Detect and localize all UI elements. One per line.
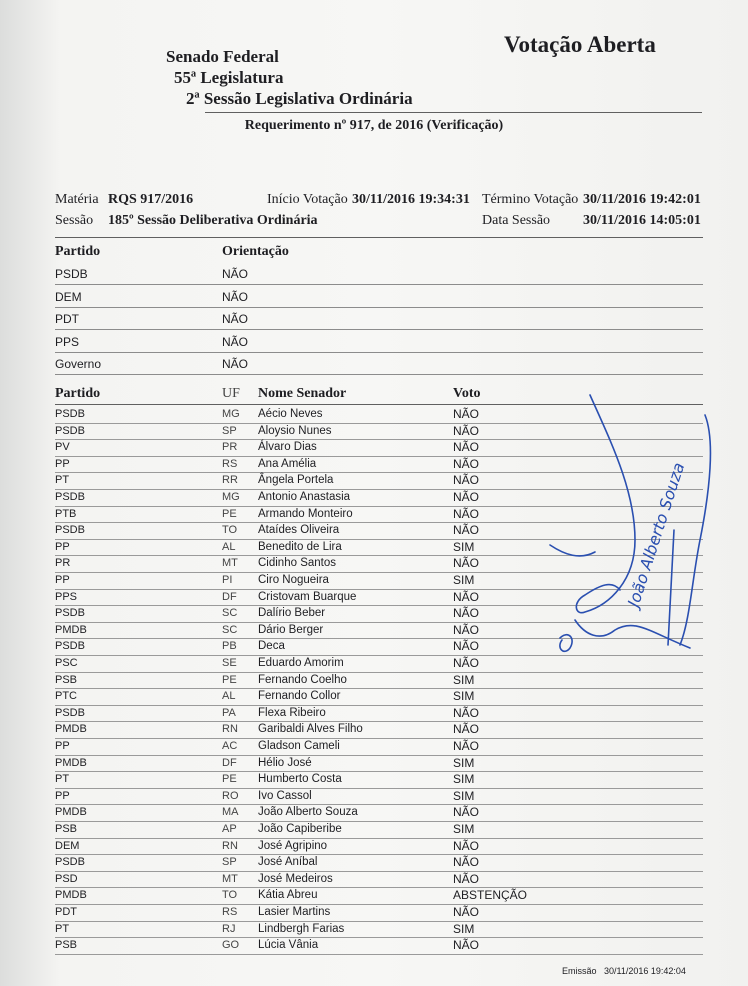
orientacao-valor: NÃO [222,312,249,327]
table-row [55,788,703,806]
data-sessao-label: Data Sessão [482,213,551,228]
voto-uf: AL [222,540,236,553]
voto-partido: PSDB [55,607,85,620]
voto-partido: PTB [55,507,77,520]
voto-valor: NÃO [453,440,480,455]
voto-valor: SIM [453,822,475,836]
emissao-label: Emissão [562,966,597,976]
orientacao-row [55,352,703,375]
table-row [55,887,703,905]
table-row [55,871,703,889]
voto-partido: PSDB [55,424,85,437]
voto-nome-senador: Ataídes Oliveira [258,524,340,537]
voto-uf: DF [222,590,237,603]
voto-valor: SIM [453,539,475,554]
voto-nome-senador: Eduardo Amorim [258,657,344,669]
voto-partido: PP [55,789,70,802]
voto-valor: SIM [453,573,475,587]
voto-valor: SIM [453,689,475,704]
voto-uf: RO [222,789,239,802]
voto-valor: SIM [453,772,475,787]
orientacao-col-partido: Partido [55,244,101,259]
voto-uf: SP [222,856,237,869]
voto-partido: PSDB [55,856,85,869]
voto-valor: NÃO [453,606,480,621]
votos-col-uf: UF [222,386,240,401]
header-legislatura: 55ª Legislatura [174,68,284,87]
voto-partido: PSC [55,657,78,669]
voto-uf: TO [222,524,238,537]
voto-partido: PT [55,922,70,935]
orientacao-valor: NÃO [222,267,249,281]
voto-partido: PDT [55,906,77,918]
voto-partido: PSDB [55,408,85,420]
voto-nome-senador: José Medeiros [258,872,333,885]
voto-valor: NÃO [453,423,480,438]
termino-value: 30/11/2016 19:42:01 [583,192,701,207]
voto-uf: MG [222,408,240,420]
voto-uf: AP [222,823,237,835]
voto-nome-senador: Armando Monteiro [258,507,353,520]
voto-valor: SIM [453,788,475,803]
table-row [55,705,703,723]
sessao-value: 185º Sessão Deliberativa Ordinária [108,213,318,228]
table-row [55,771,703,789]
voto-nome-senador: Deca [258,640,285,653]
orientacao-row [55,285,703,308]
voto-valor: NÃO [453,506,480,521]
voto-valor: NÃO [453,739,480,753]
voto-uf: MT [222,872,238,885]
handwritten-signature [540,380,730,670]
orientacao-partido: PSDB [55,267,88,281]
voto-nome-senador: Lindbergh Farias [258,922,345,935]
voto-nome-senador: Álvaro Dias [258,441,317,454]
inicio-value: 30/11/2016 19:34:31 [352,192,470,207]
voto-nome-senador: João Alberto Souza [258,806,358,819]
voto-uf: PR [222,441,238,454]
voto-uf: MG [222,491,240,503]
voto-valor: NÃO [453,622,480,637]
voto-uf: AL [222,690,236,703]
votos-col-partido: Partido [55,386,101,401]
voto-partido: PPS [55,590,78,603]
voto-nome-senador: José Agripino [258,839,328,852]
voto-nome-senador: Kátia Abreu [258,889,318,902]
voto-nome-senador: Humberto Costa [258,773,342,786]
voto-uf: PA [222,706,236,719]
voto-valor: NÃO [453,523,480,538]
votacao-badge: Votação Aberta [504,32,656,57]
table-row [55,854,703,872]
voto-valor: NÃO [453,473,480,488]
table-row [55,904,703,922]
voto-nome-senador: Benedito de Lira [258,540,342,553]
voto-uf: SC [222,607,238,620]
voto-partido: PMDB [55,723,87,736]
voto-partido: PMDB [55,756,87,769]
voto-uf: RN [222,723,238,736]
voto-partido: PMDB [55,623,87,636]
orientacao-partido: DEM [55,289,82,304]
table-row [55,804,703,822]
voto-nome-senador: Dário Berger [258,623,324,636]
voto-valor: ABSTENÇÃO [453,888,528,903]
voto-valor: NÃO [453,639,480,654]
voto-nome-senador: José Aníbal [258,856,318,869]
voto-nome-senador: João Capiberibe [258,823,342,835]
voto-valor: NÃO [453,905,480,919]
orientacao-partido: Governo [55,357,102,372]
voto-nome-senador: Ciro Nogueira [258,574,329,586]
voto-partido: PSB [55,823,78,835]
voto-nome-senador: Hélio José [258,756,312,769]
voto-valor: NÃO [453,805,480,820]
table-row [55,937,703,955]
voto-partido: PSDB [55,491,85,503]
voto-partido: PSDB [55,706,85,719]
voto-partido: PSB [55,673,78,686]
sessao-label: Sessão [55,213,94,228]
orientacao-col-orientacao: Orientação [222,244,289,259]
voto-valor: NÃO [453,705,480,720]
orientacao-valor: NÃO [222,357,249,372]
voto-valor: NÃO [453,656,480,670]
voto-uf: SE [222,657,237,669]
voto-uf: PE [222,507,237,520]
voto-valor: NÃO [453,490,480,504]
voto-nome-senador: Flexa Ribeiro [258,706,326,719]
voto-uf: MA [222,806,239,819]
orientacao-valor: NÃO [222,334,249,349]
voto-nome-senador: Cristovam Buarque [258,590,357,603]
voto-partido: PSB [55,939,78,952]
voto-partido: DEM [55,839,80,852]
voto-nome-senador: Ana Amélia [258,457,317,470]
voto-uf: PE [222,773,237,786]
table-row [55,721,703,739]
voto-uf: MT [222,557,238,570]
voto-valor: NÃO [453,407,480,421]
voto-nome-senador: Gladson Cameli [258,740,340,752]
voto-partido: PV [55,441,70,454]
voto-nome-senador: Garibaldi Alves Filho [258,723,363,736]
voto-nome-senador: Aécio Neves [258,408,323,420]
data-sessao-value: 30/11/2016 14:05:01 [583,213,701,228]
voto-partido: PSD [55,872,78,885]
voto-uf: RS [222,906,238,918]
voto-partido: PT [55,773,70,786]
voto-valor: NÃO [453,855,480,870]
orientacao-row [55,262,703,285]
table-row [55,688,703,706]
votos-col-voto: Voto [453,386,481,401]
voto-partido: PTC [55,690,77,703]
orientacao-partido: PDT [55,312,79,327]
voto-nome-senador: Fernando Collor [258,690,341,703]
materia-label: Matéria [55,192,99,207]
voto-valor: SIM [453,672,475,687]
votos-col-nome: Nome Senador [258,386,347,401]
voto-partido: PMDB [55,889,87,902]
table-row [55,821,703,839]
voto-uf: PB [222,640,237,653]
table-row [55,921,703,939]
voto-valor: SIM [453,921,475,936]
requerimento-title: Requerimento nº 917, de 2016 (Verificação) [244,118,504,133]
voto-partido: PP [55,740,70,752]
voto-partido: PT [55,474,70,487]
voto-nome-senador: Fernando Coelho [258,673,347,686]
voto-valor: NÃO [453,938,480,953]
orientacao-valor: NÃO [222,289,249,304]
orientacao-partido: PPS [55,334,80,349]
voto-uf: SP [222,424,237,437]
voto-nome-senador: Aloysio Nunes [258,424,332,437]
voto-uf: AC [222,740,238,752]
emissao-value: 30/11/2016 19:42:04 [604,966,686,976]
voto-uf: PI [222,574,233,586]
voto-uf: PE [222,673,237,686]
voto-valor: NÃO [453,722,480,737]
voto-partido: PSDB [55,524,85,537]
table-row [55,755,703,773]
materia-value: RQS 917/2016 [108,192,194,207]
voto-partido: PSDB [55,640,85,653]
header-senado: Senado Federal [166,47,279,66]
header-sessao-legislativa: 2ª Sessão Legislativa Ordinária [186,89,413,108]
table-row [55,672,703,690]
voto-valor: NÃO [453,556,480,571]
voto-valor: NÃO [453,871,480,886]
voto-valor: NÃO [453,838,480,853]
voto-nome-senador: Lasier Martins [258,906,331,918]
voto-partido: PMDB [55,806,87,819]
voto-partido: PR [55,557,71,570]
voto-nome-senador: Ângela Portela [258,474,334,487]
voto-uf: RJ [222,922,236,935]
voto-uf: GO [222,939,240,952]
orientacao-row [55,330,703,353]
voto-nome-senador: Cidinho Santos [258,557,336,570]
voto-uf: RN [222,839,238,852]
voto-partido: PP [55,457,70,470]
voto-uf: RS [222,457,238,470]
voto-uf: TO [222,889,238,902]
orientacao-row [55,307,703,330]
table-row [55,838,703,856]
voto-nome-senador: Dalírio Beber [258,607,326,620]
voto-valor: SIM [453,755,475,770]
voto-valor: NÃO [453,456,480,471]
voto-uf: SC [222,623,238,636]
voto-nome-senador: Ivo Cassol [258,789,312,802]
voto-valor: NÃO [453,589,480,604]
voto-nome-senador: Antonio Anastasia [258,491,351,503]
meta-divider [55,237,703,238]
voto-partido: PP [55,540,70,553]
voto-nome-senador: Lúcia Vânia [258,939,319,952]
voto-uf: RR [222,474,238,487]
voto-partido: PP [55,574,70,586]
signature-text: João Alberto Souza [623,460,689,610]
inicio-label: Início Votação [267,192,348,207]
voto-uf: DF [222,756,237,769]
header-divider [205,112,702,113]
termino-label: Término Votação [482,192,579,207]
table-row [55,738,703,756]
emissao-footer [562,966,686,976]
